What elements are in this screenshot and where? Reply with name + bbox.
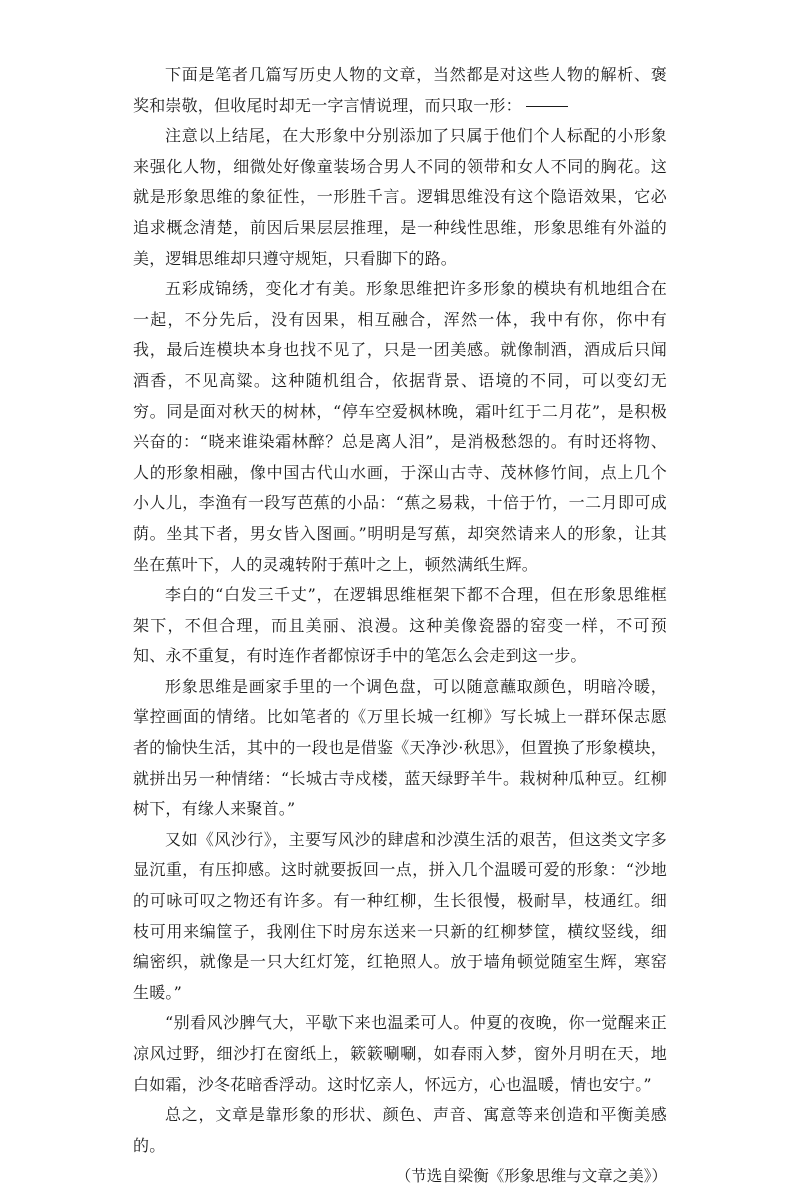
paragraph-8: 总之，文章是靠形象的形状、颜色、声音、寓意等来创造和平衡美感的。 [133, 1105, 667, 1155]
paragraph-5: 形象思维是画家手里的一个调色盘，可以随意蘸取颜色，明暗冷暖，掌控画面的情绪。比如笔者的《万里长城一红柳》写长城上一群环保志愿者的愉快生活，其中的一段也是借鉴《天净沙·秋思》，但置换了形象模块，就拼出另一种情绪：“长城古寺戍楼，蓝天绿野羊牛。栽树种瓜种豆。红柳树下，有缘人来聚首。” [133, 676, 667, 819]
document-page [133, 60, 667, 1192]
paragraph-4: 李白的“白发三千丈”，在逻辑思维框架下都不合理，但在形象思维框架下，不但合理，而且美丽、浪漫。这种美像瓷器的窑变一样，不可预知、永不重复，有时连作者都惊讶手中的笔怎么会走到这一步。 [133, 585, 667, 666]
paragraph-1 [133, 60, 667, 121]
paragraph-2: 注意以上结尾，在大形象中分别添加了只属于他们个人标配的小形象来强化人物，细微处好像童装场合男人不同的领带和女人不同的胸花。这就是形象思维的象征性，一形胜千言。逻辑思维没有这个隐语效果，它必追求概念清楚，前因后果层层推理，是一种线性思维，形象思维有外溢的美，逻辑思维却只遵守规矩，只看脚下的路。 [133, 126, 667, 268]
source-citation: （节选自梁衡《形象思维与文章之美》） [395, 1167, 667, 1186]
paragraph-3: 五彩成锦绣，变化才有美。形象思维把许多形象的模块有机地组合在一起，不分先后，没有因果，相互融合，浑然一体，我中有你，你中有我，最后连模块本身也找不见了，只是一团美感。就像制酒，酒成后只闻酒香，不见高粱。这种随机组合，依据背景、语境的不同，可以变幻无穷。同是面对秋天的树林，“停车空爱枫林晚，霜叶红于二月花”，是积极兴奋的：“晓来谁染霜林醉？总是离人泪”，是消极愁怨的。有时还将物、人的形象相融，像中国古代山水画，于深山古寺、茂林修竹间，点上几个小人儿，李渔有一段写芭蕉的小品：“蕉之易栽，十倍于竹，一二月即可成荫。坐其下者，男女皆入图画。”明明是写蕉，却突然请来人的形象，让其坐在蕉叶下，人的灵魂转附于蕉叶之上，顿然满纸生辉。 [133, 279, 667, 574]
paragraph-6: 又如《风沙行》，主要写风沙的肆虐和沙漠生活的艰苦，但这类文字多显沉重，有压抑感。这时就要扳回一点，拼入几个温暖可爱的形象：“沙地的可咏可叹之物还有许多。有一种红柳，生长很慢，极耐旱，枝通红。细枝可用来编筐子，我刚住下时房东送来一只新的红柳梦筐，横纹竖线，细编密织，就像是一只大红灯笼，红艳照人。放于墙角顿觉随室生辉，寒窑生暖。” [133, 829, 667, 1002]
paragraph-1-text: 下面是笔者几篇写历史人物的文章，当然都是对这些人物的解析、褒奖和崇敬，但收尾时却无一字言情说理，而只取一形： [133, 65, 667, 115]
paragraph-7: “别看风沙脾气大，平歇下来也温柔可人。仲夏的夜晚，你一觉醒来正凉风过野，细沙打在窗纸上，簌簌唰唰，如春雨入梦，窗外月明在天，地白如霜，沙冬花暗香浮动。这时忆亲人，怀远方，心也温暖，情也安宁。” [133, 1013, 667, 1094]
answer-blank[interactable] [526, 105, 568, 107]
